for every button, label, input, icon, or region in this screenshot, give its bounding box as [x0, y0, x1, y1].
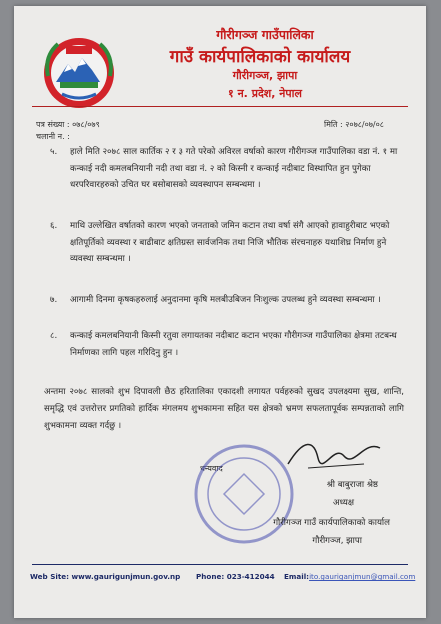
footer-website[interactable]: Web Site: www.gaurigunjmun.gov.np: [30, 572, 181, 581]
item-number: ७.: [50, 295, 58, 305]
signatory-name: श्री बाबुराजा श्रेष्ठ: [326, 480, 378, 490]
office-location: गौरीगञ्ज, झापा: [232, 69, 298, 82]
letter-number: पत्र संख्या : ०७८/०७९: [36, 120, 100, 129]
dispatch-number: चलानी न. :: [36, 132, 70, 141]
header-divider: [32, 106, 408, 107]
item-text: आगामी दिनमा कृषकहरुलाई अनुदानमा कृषि मलबीउबिजन निःशुल्क उपलब्ध हुने व्यवस्था सम्बन्धमा ।: [70, 295, 381, 305]
email-label: Email:: [284, 572, 310, 581]
email-link[interactable]: ito.gauriganjmun@gmail.com: [309, 572, 416, 581]
signatory-place: गौरीगञ्ज, झापा: [312, 536, 362, 546]
thanks-text: धन्यवाद: [200, 464, 223, 473]
item-number: ८.: [50, 331, 58, 341]
item-text: माथि उल्लेखित वर्षातको कारण भएको जनताको जमिन कटान तथा वर्षा संगै आएको हावाहुरीबाट भएको क्षतिपूर्तिको व्यवस्था र बाढीबाट क्षतिग्रस्त सार्वजनिक तथा निजि भौतिक संरचनाहरु यथाशिघ्र निर्माण हुने व्यवस्था सम्बन्धमा ।: [70, 221, 390, 264]
item-number: ६.: [50, 221, 58, 231]
item-text: कन्काई कमलबनियानी किस्नी रतुवा लगायतका नदीबाट कटान भएका गौरीगञ्ज गाउँपालिका क्षेत्रमा तटबन्ध निर्माणका लागि पहल गरिदिनु हुन ।: [70, 331, 397, 358]
list-item: [50, 328, 404, 361]
list-item: [50, 144, 404, 194]
office-title: गाउँ कार्यपालिकाको कार्यालय: [169, 47, 351, 67]
letter-page: [14, 6, 426, 618]
item-number: ५.: [50, 147, 58, 157]
signatory-title: अध्यक्ष: [333, 498, 354, 508]
municipality-name: गौरीगञ्ज गाउँपालिका: [216, 27, 314, 42]
list-item: [50, 218, 404, 268]
footer-divider: [32, 564, 408, 565]
item-text: हाले मिति २०७८ साल कार्तिक २ र ३ गते परेको अविरल वर्षाको कारण गौरीगञ्ज गाउँपालिका वडा नं. १ मा कन्काई नदी कमलबनियानी नदी तथा वडा नं. २ को किस्नी र कन्काई नदीबाट विस्थापित हुन पुगेका धरपरिवारहरुको उचित घर बसोबासको व्यवस्थापन सम्बन्धमा ।: [70, 147, 398, 190]
province-line: १ न. प्रदेश, नेपाल: [228, 87, 302, 100]
closing-paragraph: अन्तमा २०७८ सालको शुभ दिपावली छैठ हरितालिका एकादशी लगायत पर्वहरुको सुखद उपलक्ष्यमा सुख, शान्ति, समृद्धि एवं उत्तरोत्तर प्रगतिको हार्दिक मंगलमय शुभकामना सहित यस क्षेत्रको भ्रमण सफलतापूर्वक सम्पन्नताको लागि शुभकामना व्यक्त गर्दछु ।: [44, 387, 404, 431]
footer-phone: Phone: 023-412044: [196, 572, 275, 581]
list-item: [50, 292, 404, 309]
letter-date: मिति : २०७८/०७/०८: [324, 120, 384, 129]
signature-scribble: [284, 434, 384, 474]
signatory-office: गौरीगञ्ज गाउँ कार्यपालिकाको कार्याल: [273, 518, 390, 528]
footer-email[interactable]: [284, 572, 415, 581]
